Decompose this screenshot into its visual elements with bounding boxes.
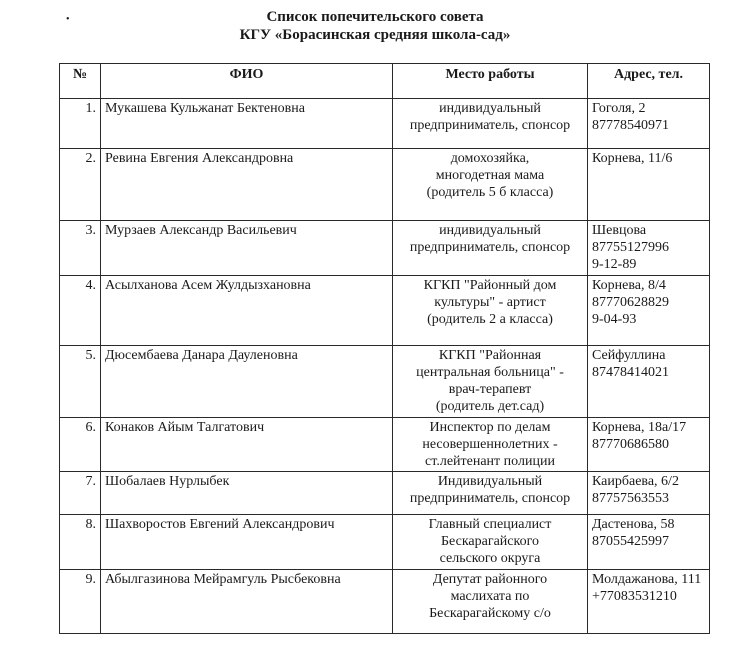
row-number: 5. — [60, 346, 101, 418]
address-line: +77083531210 — [592, 589, 677, 604]
row-address-phone — [588, 472, 710, 515]
row-address-phone — [588, 99, 710, 149]
row-address-phone — [588, 418, 710, 472]
row-address-phone — [588, 346, 710, 418]
address-line: Молдажанова, 111 — [592, 572, 702, 587]
scan-dot: • — [66, 14, 70, 25]
table-body — [60, 99, 710, 634]
row-full-name: Мурзаев Александр Васильевич — [101, 221, 393, 276]
workplace-line: врач-терапевт — [448, 382, 532, 397]
row-workplace — [393, 570, 588, 634]
workplace-line: несовершеннолетних - — [422, 437, 558, 452]
row-workplace — [393, 472, 588, 515]
column-header-number: № — [60, 64, 101, 99]
address-line: Корнева, 18а/17 — [592, 420, 687, 435]
row-number: 4. — [60, 276, 101, 346]
row-workplace — [393, 276, 588, 346]
table-row — [60, 346, 710, 418]
address-line: Шевцова — [592, 223, 647, 238]
workplace-line: домохозяйка, — [450, 151, 530, 166]
row-full-name: Шобалаев Нурлыбек — [101, 472, 393, 515]
row-full-name: Мукашева Кульжанат Бектеновна — [101, 99, 393, 149]
row-number: 2. — [60, 149, 101, 221]
table-row — [60, 149, 710, 221]
address-line: 9-12-89 — [592, 257, 637, 272]
row-workplace — [393, 99, 588, 149]
address-line: Корнева, 8/4 — [592, 278, 666, 293]
address-line: 87778540971 — [592, 118, 669, 133]
table-row — [60, 515, 710, 570]
address-line: 87478414021 — [592, 365, 669, 380]
workplace-line: индивидуальный — [439, 101, 541, 116]
table-row — [60, 472, 710, 515]
row-workplace — [393, 346, 588, 418]
workplace-line: Бескарагайскому с/о — [429, 606, 551, 621]
row-address-phone — [588, 570, 710, 634]
row-number: 7. — [60, 472, 101, 515]
row-full-name: Дюсембаева Данара Дауленовна — [101, 346, 393, 418]
title-line-1: Список попечительского совета — [266, 9, 484, 25]
workplace-line: Инспектор по делам — [429, 420, 551, 435]
trustees-table — [59, 63, 710, 634]
row-full-name: Ревина Евгения Александровна — [101, 149, 393, 221]
workplace-line: (родитель дет.сад) — [435, 399, 545, 414]
workplace-line: маслихата по — [450, 589, 530, 604]
table-row — [60, 221, 710, 276]
workplace-line: (родитель 5 б класса) — [426, 185, 554, 200]
row-full-name: Асылханова Асем Жулдызхановна — [101, 276, 393, 346]
workplace-line: сельского округа — [439, 551, 541, 566]
address-line: 87755127996 — [592, 240, 669, 255]
row-address-phone — [588, 515, 710, 570]
title-line-2: КГУ «Борасинская средняя школа-сад» — [239, 27, 511, 43]
workplace-line: Бескарагайского — [441, 534, 539, 549]
document-title — [0, 8, 750, 44]
row-number: 6. — [60, 418, 101, 472]
workplace-line: (родитель 2 а класса) — [427, 312, 553, 327]
row-number: 3. — [60, 221, 101, 276]
table-row — [60, 276, 710, 346]
column-header-address: Адрес, тел. — [588, 64, 710, 99]
workplace-line: индивидуальный — [439, 223, 541, 238]
row-number: 1. — [60, 99, 101, 149]
address-line: Дастенова, 58 — [592, 517, 675, 532]
table-row — [60, 99, 710, 149]
column-header-name: ФИО — [101, 64, 393, 99]
workplace-line: ст.лейтенант полиции — [425, 454, 555, 469]
workplace-line: КГКП "Районный дом — [423, 278, 557, 293]
row-address-phone — [588, 276, 710, 346]
table-row — [60, 570, 710, 634]
row-number: 8. — [60, 515, 101, 570]
address-line: Гоголя, 2 — [592, 101, 646, 116]
workplace-line: предприниматель, спонсор — [409, 118, 571, 133]
workplace-line: Депутат районного — [432, 572, 548, 587]
row-address-phone — [588, 149, 710, 221]
row-full-name: Конаков Айым Талгатович — [101, 418, 393, 472]
row-address-phone — [588, 221, 710, 276]
row-workplace — [393, 418, 588, 472]
address-line: 87757563553 — [592, 491, 669, 506]
workplace-line: предприниматель, спонсор — [409, 240, 571, 255]
workplace-line: центральная больница" - — [416, 365, 564, 380]
table-header-row — [60, 64, 710, 99]
address-line: 9-04-93 — [592, 312, 637, 327]
address-line: 87770686580 — [592, 437, 669, 452]
row-full-name: Абылгазинова Мейрамгуль Рысбековна — [101, 570, 393, 634]
workplace-line: многодетная мама — [435, 168, 545, 183]
workplace-line: КГКП "Районная — [438, 348, 542, 363]
address-line: Корнева, 11/6 — [592, 151, 673, 166]
column-header-workplace: Место работы — [393, 64, 588, 99]
address-line: Каирбаева, 6/2 — [592, 474, 679, 489]
workplace-line: Главный специалист — [428, 517, 552, 532]
row-workplace — [393, 515, 588, 570]
table-row — [60, 418, 710, 472]
row-workplace — [393, 149, 588, 221]
workplace-line: Индивидуальный — [437, 474, 543, 489]
row-full-name: Шахворостов Евгений Александрович — [101, 515, 393, 570]
workplace-line: культуры" - артист — [434, 295, 546, 310]
workplace-line: предприниматель, спонсор — [409, 491, 571, 506]
row-workplace — [393, 221, 588, 276]
address-line: 87770628829 — [592, 295, 669, 310]
address-line: 87055425997 — [592, 534, 669, 549]
row-number: 9. — [60, 570, 101, 634]
address-line: Сейфуллина — [592, 348, 666, 363]
